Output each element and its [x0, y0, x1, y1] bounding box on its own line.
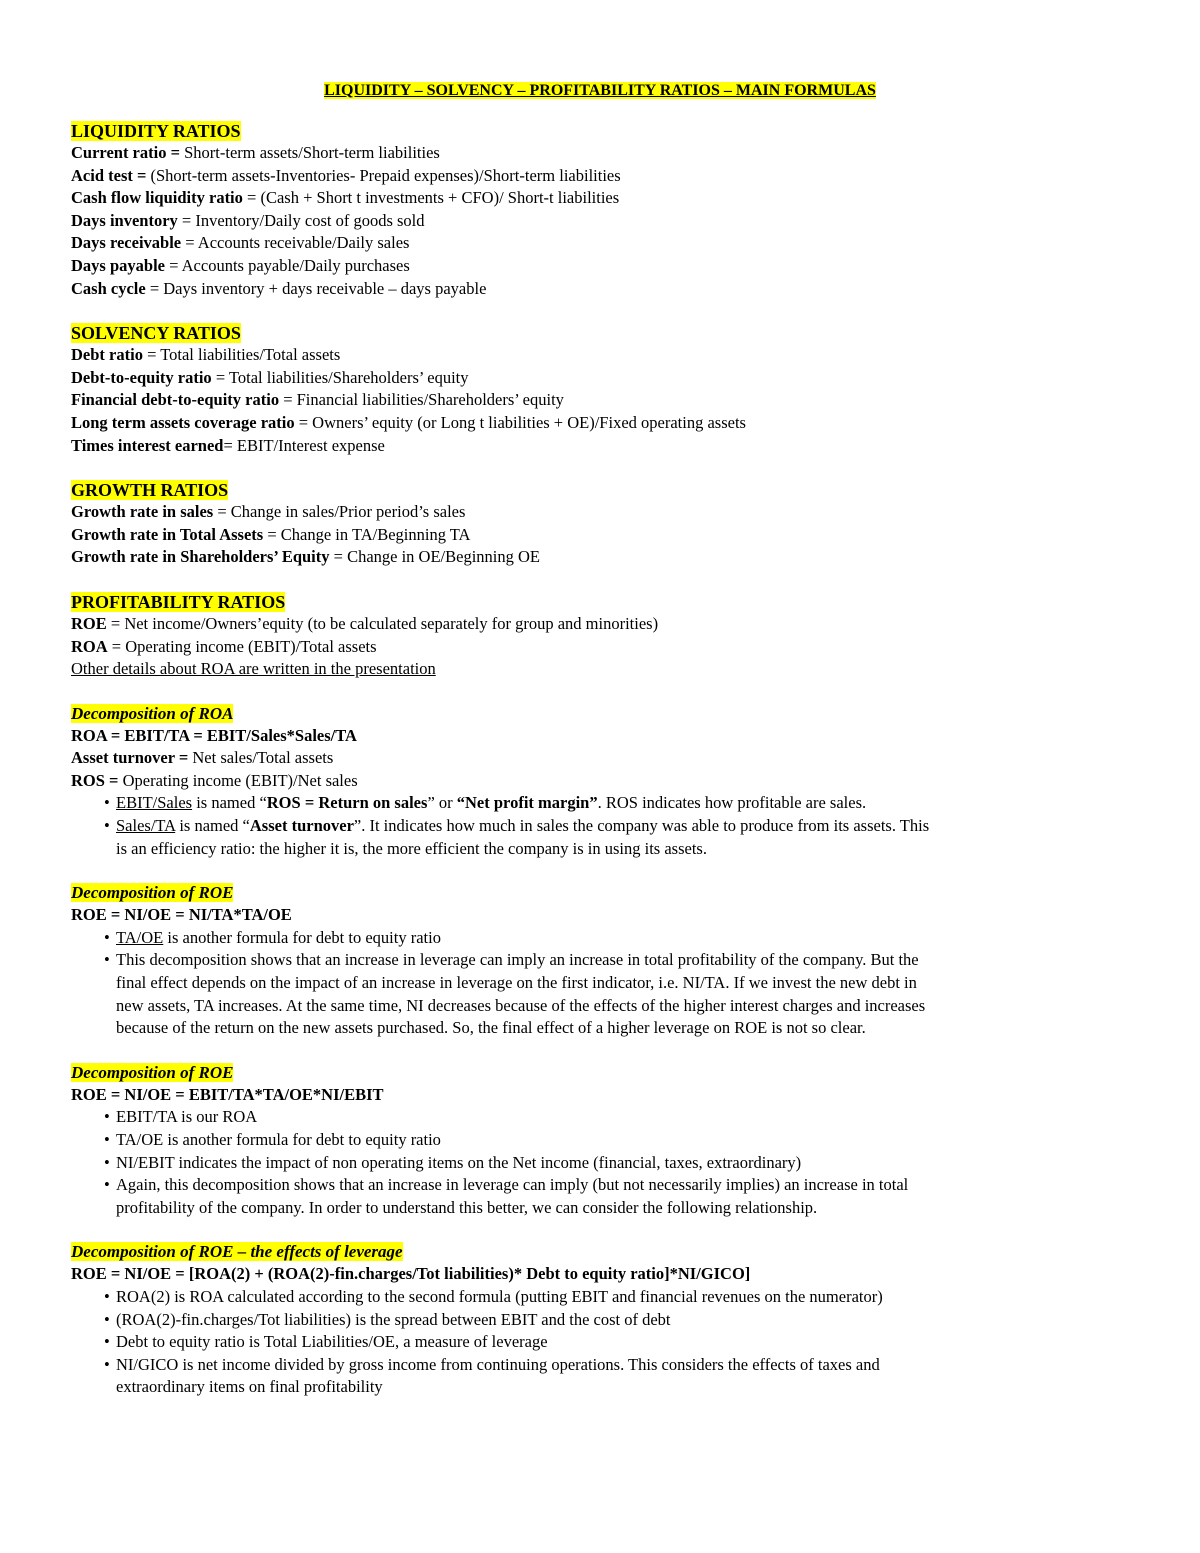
liquidity-section	[71, 120, 1131, 300]
roe-leverage-formula: ROE = NI/OE = [ROA(2) + (ROA(2)-fin.charges/Tot liabilities)* Debt to equity ratio]*NI/GICO]	[71, 1264, 751, 1284]
list-item: • (ROA(2)-fin.charges/Tot liabilities) is the spread between EBIT and the cost of debt	[71, 1309, 1131, 1332]
ratio-line	[71, 278, 1131, 301]
ratio-term: Days inventory	[71, 210, 178, 230]
ratio-term: Asset turnover =	[71, 748, 189, 768]
ratio-def: = Operating income (EBIT)/Total assets	[107, 636, 377, 656]
ratio-line	[71, 344, 1131, 367]
list-item: • Again, this decomposition shows that an increase in leverage can imply (but not necessarily implies) an increase in total profitability of the company. In order to understand this better, we can consider the following relationship.	[104, 1175, 909, 1217]
roa-note: Other details about ROA are written in the presentation	[71, 659, 436, 679]
ratio-def: = Owners’ equity (or Long t liabilities + OE)/Fixed operating assets	[294, 412, 746, 432]
bullet-icon: •	[104, 1152, 110, 1172]
ratio-term: ROE	[71, 613, 107, 633]
ratio-def: = Net income/Owners’equity (to be calculated separately for group and minorities)	[106, 613, 659, 633]
ratio-line	[71, 636, 1131, 659]
ratio-term: Debt ratio	[71, 345, 143, 365]
ratio-term: ROA	[71, 636, 108, 656]
ratio-def: = Accounts payable/Daily purchases	[164, 255, 410, 275]
roe-decomposition-section	[71, 882, 1131, 1040]
growth-heading: GROWTH RATIOS	[71, 480, 229, 501]
ratio-line	[71, 389, 1131, 412]
bullet-list	[71, 792, 1131, 860]
title-wrap	[0, 79, 1200, 103]
solvency-section	[71, 322, 1131, 457]
solvency-heading: SOLVENCY RATIOS	[71, 323, 241, 344]
ratio-line	[71, 367, 1131, 390]
ratio-term: ROS =	[71, 770, 119, 790]
bullet-icon: •	[104, 950, 110, 970]
liquidity-heading: LIQUIDITY RATIOS	[71, 121, 241, 141]
ratio-line	[71, 546, 1131, 569]
list-item: • NI/GICO is net income divided by gross income from continuing operations. This considers the effects of taxes and extraordinary items on final profitability	[104, 1354, 880, 1397]
roa-decomposition-heading: Decomposition of ROA	[71, 703, 234, 723]
ratio-line	[71, 142, 1131, 165]
ratio-term: Acid test =	[71, 165, 147, 185]
ratio-line	[71, 165, 1131, 188]
list-item: • Sales/TA is named “Asset turnover”. It indicates how much in sales the company was able to produce from its assets. This is an efficiency ratio: the higher it is, the more efficient the company is in using its assets.	[104, 816, 930, 858]
list-item: • Debt to equity ratio is Total Liabilities/OE, a measure of leverage	[71, 1331, 1131, 1354]
ratio-def: = Change in OE/Beginning OE	[329, 547, 541, 567]
ratio-term: Debt-to-equity ratio	[71, 367, 212, 387]
roe-leverage-section	[71, 1241, 1131, 1399]
ratio-line	[71, 255, 1131, 278]
ratio-def: = Change in sales/Prior period’s sales	[213, 502, 466, 522]
ratio-line	[71, 613, 1131, 636]
bullet-list	[71, 1286, 1131, 1399]
bullet-icon: •	[104, 1286, 110, 1306]
ratio-def: Operating income (EBIT)/Net sales	[118, 770, 358, 790]
document-body	[71, 120, 1131, 1421]
ratio-def: = Change in TA/Beginning TA	[263, 524, 471, 544]
list-item: • TA/OE is another formula for debt to equity ratio	[71, 1129, 1131, 1152]
bullet-list	[71, 1106, 1131, 1219]
bullet-list	[71, 927, 1131, 1040]
list-item: • TA/OE is another formula for debt to equity ratio	[71, 927, 1131, 950]
ratio-def: = Total liabilities/Total assets	[142, 345, 341, 365]
bullet-icon: •	[104, 1107, 110, 1127]
bullet-icon: •	[104, 793, 110, 813]
bullet-icon: •	[104, 1130, 110, 1149]
ratio-line	[71, 435, 1131, 458]
document-title: LIQUIDITY – SOLVENCY – PROFITABILITY RATIOS – MAIN FORMULAS	[324, 82, 876, 99]
ratio-term: Growth rate in Shareholders’ Equity	[71, 547, 330, 567]
roe-formula: ROE = NI/OE = EBIT/TA*TA/OE*NI/EBIT	[71, 1084, 384, 1104]
ratio-term: Times interest earned	[71, 435, 224, 455]
profitability-section	[71, 591, 1131, 681]
list-item: • EBIT/TA is our ROA	[71, 1106, 1131, 1129]
ratio-term: Growth rate in sales	[71, 502, 214, 522]
ratio-def: Net sales/Total assets	[188, 748, 334, 768]
profitability-heading: PROFITABILITY RATIOS	[71, 591, 286, 612]
roe-leverage-heading: Decomposition of ROE – the effects of leverage	[71, 1242, 403, 1262]
list-item: • NI/EBIT indicates the impact of non operating items on the Net income (financial, taxes, extraordinary)	[71, 1152, 1131, 1175]
ratio-line	[71, 232, 1131, 255]
ratio-def: = Accounts receivable/Daily sales	[181, 233, 410, 253]
ratio-line	[71, 187, 1131, 210]
bullet-icon: •	[104, 816, 110, 836]
ratio-def: Short-term assets/Short-term liabilities	[180, 143, 440, 162]
list-item: • EBIT/Sales is named “ROS = Return on sales” or “Net profit margin”. ROS indicates how profitable are sales.	[71, 792, 1131, 815]
ratio-def: = Financial liabilities/Shareholders’ equity	[279, 390, 564, 410]
growth-section	[71, 479, 1131, 569]
ratio-line	[71, 210, 1131, 233]
roe-decomposition-section-2	[71, 1062, 1131, 1220]
ratio-line	[71, 747, 1131, 770]
bullet-icon: •	[104, 1354, 110, 1374]
ratio-def: = Total liabilities/Shareholders’ equity	[211, 367, 469, 387]
ratio-def: = (Cash + Short t investments + CFO)/ Short-t liabilities	[242, 188, 620, 208]
ratio-term: Days receivable	[71, 233, 182, 253]
list-item: • ROA(2) is ROA calculated according to the second formula (putting EBIT and financial revenues on the numerator)	[71, 1286, 1131, 1309]
roe-decomposition-heading: Decomposition of ROE	[71, 1062, 234, 1082]
ratio-term: Growth rate in Total Assets	[71, 524, 264, 544]
ratio-def: = Inventory/Daily cost of goods sold	[177, 210, 425, 230]
roa-formula: ROA = EBIT/TA = EBIT/Sales*Sales/TA	[71, 725, 357, 745]
ratio-def: = Days inventory + days receivable – days payable	[145, 278, 487, 298]
ratio-term: Cash cycle	[71, 278, 146, 298]
ratio-term: Cash flow liquidity ratio	[71, 188, 243, 208]
roe-decomposition-heading: Decomposition of ROE	[71, 883, 234, 903]
ratio-def: (Short-term assets-Inventories- Prepaid expenses)/Short-term liabilities	[146, 165, 621, 185]
ratio-line	[71, 524, 1131, 547]
bullet-icon: •	[104, 927, 110, 947]
roa-decomposition-section	[71, 703, 1131, 861]
ratio-term: Long term assets coverage ratio	[71, 412, 295, 432]
ratio-line	[71, 501, 1131, 524]
roe-formula: ROE = NI/OE = NI/TA*TA/OE	[71, 905, 292, 925]
ratio-def: = EBIT/Interest expense	[223, 435, 385, 455]
bullet-icon: •	[104, 1332, 110, 1352]
bullet-icon: •	[104, 1175, 110, 1195]
ratio-term: Days payable	[71, 255, 165, 275]
list-item: • This decomposition shows that an increase in leverage can imply an increase in total profitability of the company. But the final effect depends on the impact of an increase in leverage on the first indicator, i.e. NI/TA. If we invest the new debt in new assets, TA increases. At the same time, NI decreases because of the effects of the higher interest charges and increases because of the return on the new assets purchased. So, the final effect of a higher leverage on ROE is not so clear.	[104, 950, 926, 1038]
ratio-term: Current ratio =	[71, 143, 180, 162]
ratio-term: Financial debt-to-equity ratio	[71, 390, 280, 410]
ratio-line	[71, 412, 1131, 435]
ratio-line	[71, 770, 1131, 793]
bullet-icon: •	[104, 1309, 110, 1329]
